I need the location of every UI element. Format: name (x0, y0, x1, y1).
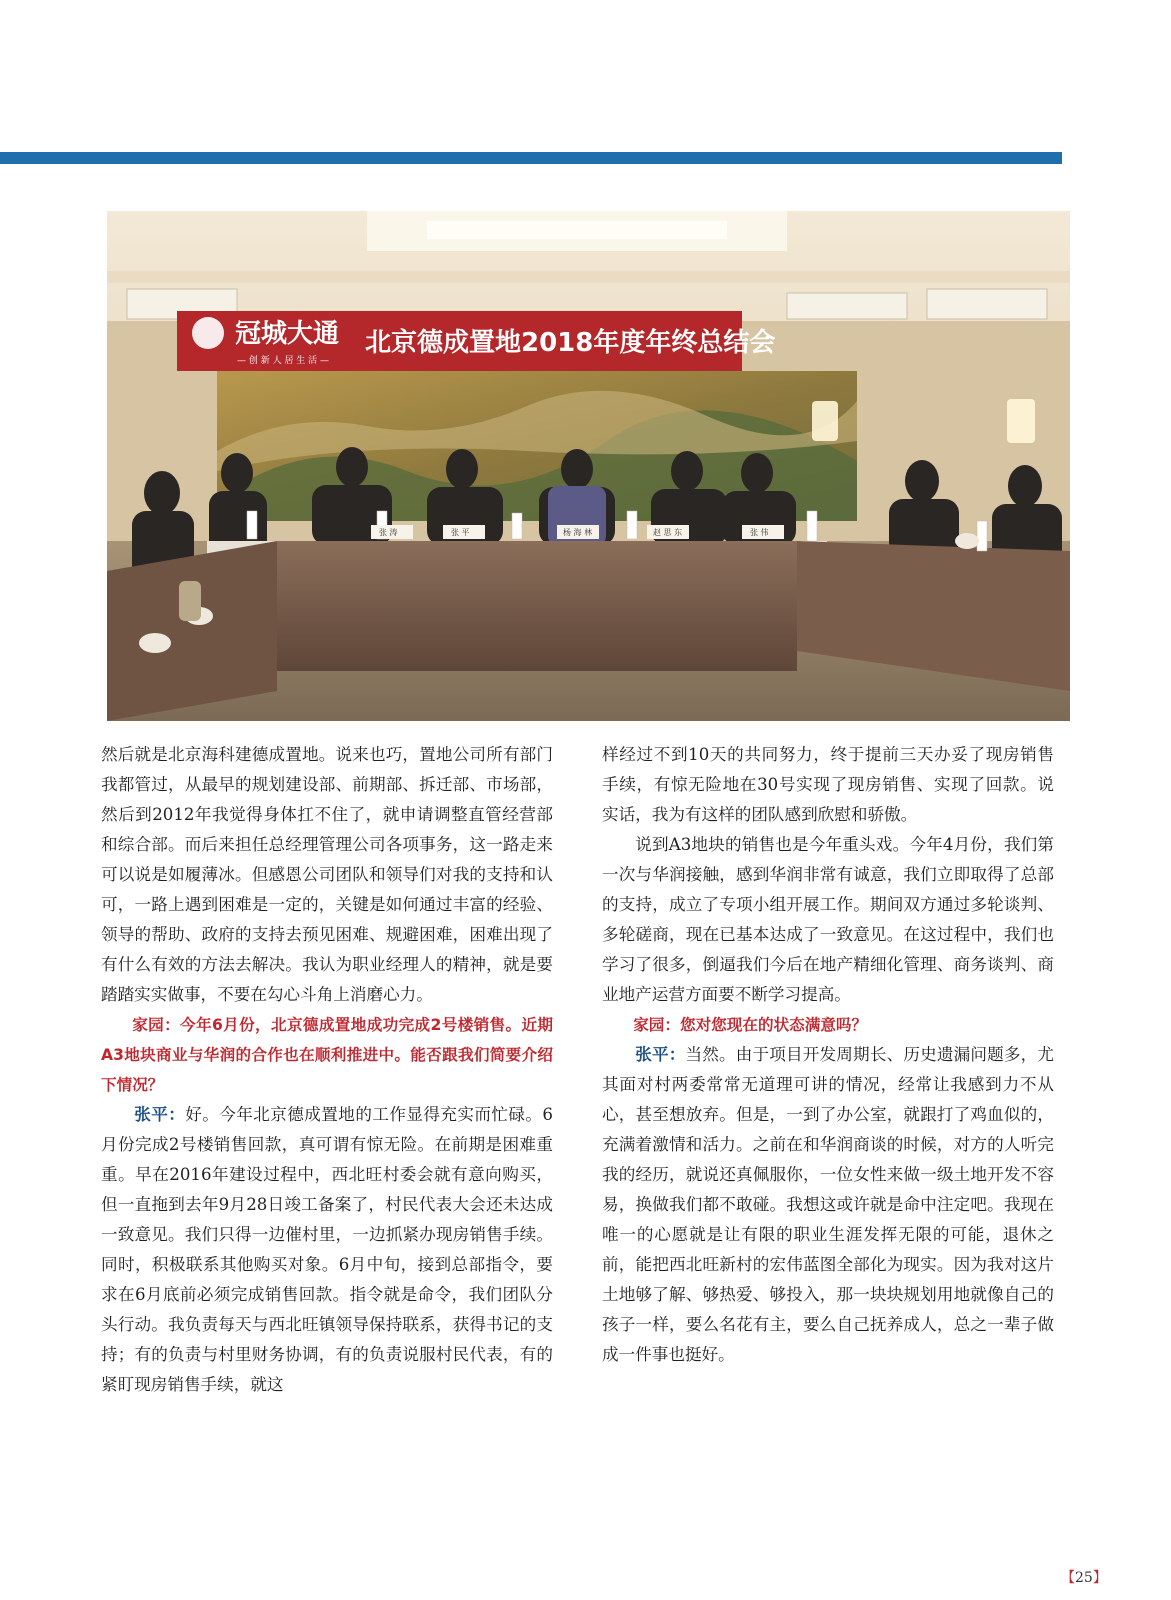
interview-question: 家园：今年6月份，北京德成置地成功完成2号楼销售。近期A3地块商业与华润的合作也在顺利推进中。能否跟我们简要介绍下情况？ (101, 1016, 553, 1094)
article-column-left (101, 740, 553, 1400)
interview-answer (101, 1100, 553, 1400)
bracket-close: 】 (1092, 1570, 1107, 1586)
nameplate-5: 张 伟 (750, 528, 769, 537)
speaker-label: 张平： (635, 1045, 686, 1064)
nameplate-4: 赵 思 东 (653, 528, 683, 537)
nameplate-1: 张 涛 (379, 528, 398, 537)
nameplate-3: 杨 海 林 (563, 528, 593, 537)
paragraph: 样经过不到10天的共同努力，终于提前三天办妥了现房销售手续，有惊无险地在30号实现了现房销售、实现了回款。说实话，我为有这样的团队感到欣慰和骄傲。 (602, 745, 1054, 824)
header-accent-bar (0, 152, 1062, 164)
bracket-open: 【 (1061, 1570, 1075, 1586)
interview-question: 家园：您对您现在的状态满意吗？ (633, 1016, 868, 1034)
article-column-right (602, 740, 1054, 1370)
page-number (1061, 1567, 1107, 1587)
answer-text: 好。今年北京德成置地的工作显得充实而忙碌。6月份完成2号楼销售回款，真可谓有惊无险。在前期是困难重重。早在2016年建设过程中，西北旺村委会就有意向购买，但一直拖到去年9月28日竣工备案了，村民代表大会还未达成一致意见。我们只得一边催村里，一边抓紧办现房销售手续。同时，积极联系其他购买对象。6月中旬，接到总部指令，要求在6月底前必须完成销售回款。指令就是命令，我们团队分头行动。我负责每天与西北旺镇领导保持联系，获得书记的支持；有的负责与村里财务协调，有的负责说服村民代表，有的紧盯现房销售手续，就这 (101, 1105, 553, 1394)
speaker-label: 张平： (134, 1105, 186, 1124)
banner-slogan: — 创 新 人 居 生 活 — (237, 356, 330, 366)
banner-title: 北京德成置地2018年度年终总结会 (365, 328, 776, 358)
nameplate-2: 张 平 (451, 528, 470, 537)
banner-brand: 冠城大通 (235, 319, 340, 349)
paragraph: 说到A3地块的销售也是今年重头戏。今年4月份，我们第一次与华润接触，感到华润非常有诚意，我们立即取得了总部的支持，成立了专项小组开展工作。期间双方通过多轮谈判、多轮磋商，现在已基本达成了一致意见。在这过程中，我们也学习了很多，倒逼我们今后在地产精细化管理、商务谈判、商业地产运营方面要不断学习提高。 (602, 835, 1054, 1004)
meeting-photo (107, 211, 1070, 721)
page-number-value: 25 (1075, 1570, 1093, 1586)
paragraph: 然后就是北京海科建德成置地。说来也巧，置地公司所有部门我都管过，从最早的规划建设部、前期部、拆迁部、市场部，然后到2012年我觉得身体扛不住了，就申请调整直管经营部和综合部。而后来担任总经理管理公司各项事务，这一路走来可以说是如履薄冰。但感恩公司团队和领导们对我的支持和认可，一路上遇到困难是一定的，关键是如何通过丰富的经验、领导的帮助、政府的支持去预见困难、规避困难，困难出现了有什么有效的方法去解决。我认为职业经理人的精神，就是要踏踏实实做事，不要在勾心斗角上消磨心力。 (101, 745, 553, 1004)
interview-answer (602, 1040, 1054, 1370)
answer-text: 当然。由于项目开发周期长、历史遗漏问题多，尤其面对村两委常常无道理可讲的情况，经常让我感到力不从心，甚至想放弃。但是，一到了办公室，就跟打了鸡血似的，充满着激情和活力。之前在和华润商谈的时候，对方的人听完我的经历，就说还真佩服你，一位女性来做一级土地开发不容易，换做我们都不敢碰。我想这或许就是命中注定吧。我现在唯一的心愿就是让有限的职业生涯发挥无限的可能，退休之前，能把西北旺新村的宏伟蓝图全部化为现实。因为我对这片土地够了解、够热爱、够投入，那一块块规划用地就像自己的孩子一样，要么名花有主，要么自己抚养成人，总之一辈子做成一件事也挺好。 (602, 1045, 1055, 1364)
